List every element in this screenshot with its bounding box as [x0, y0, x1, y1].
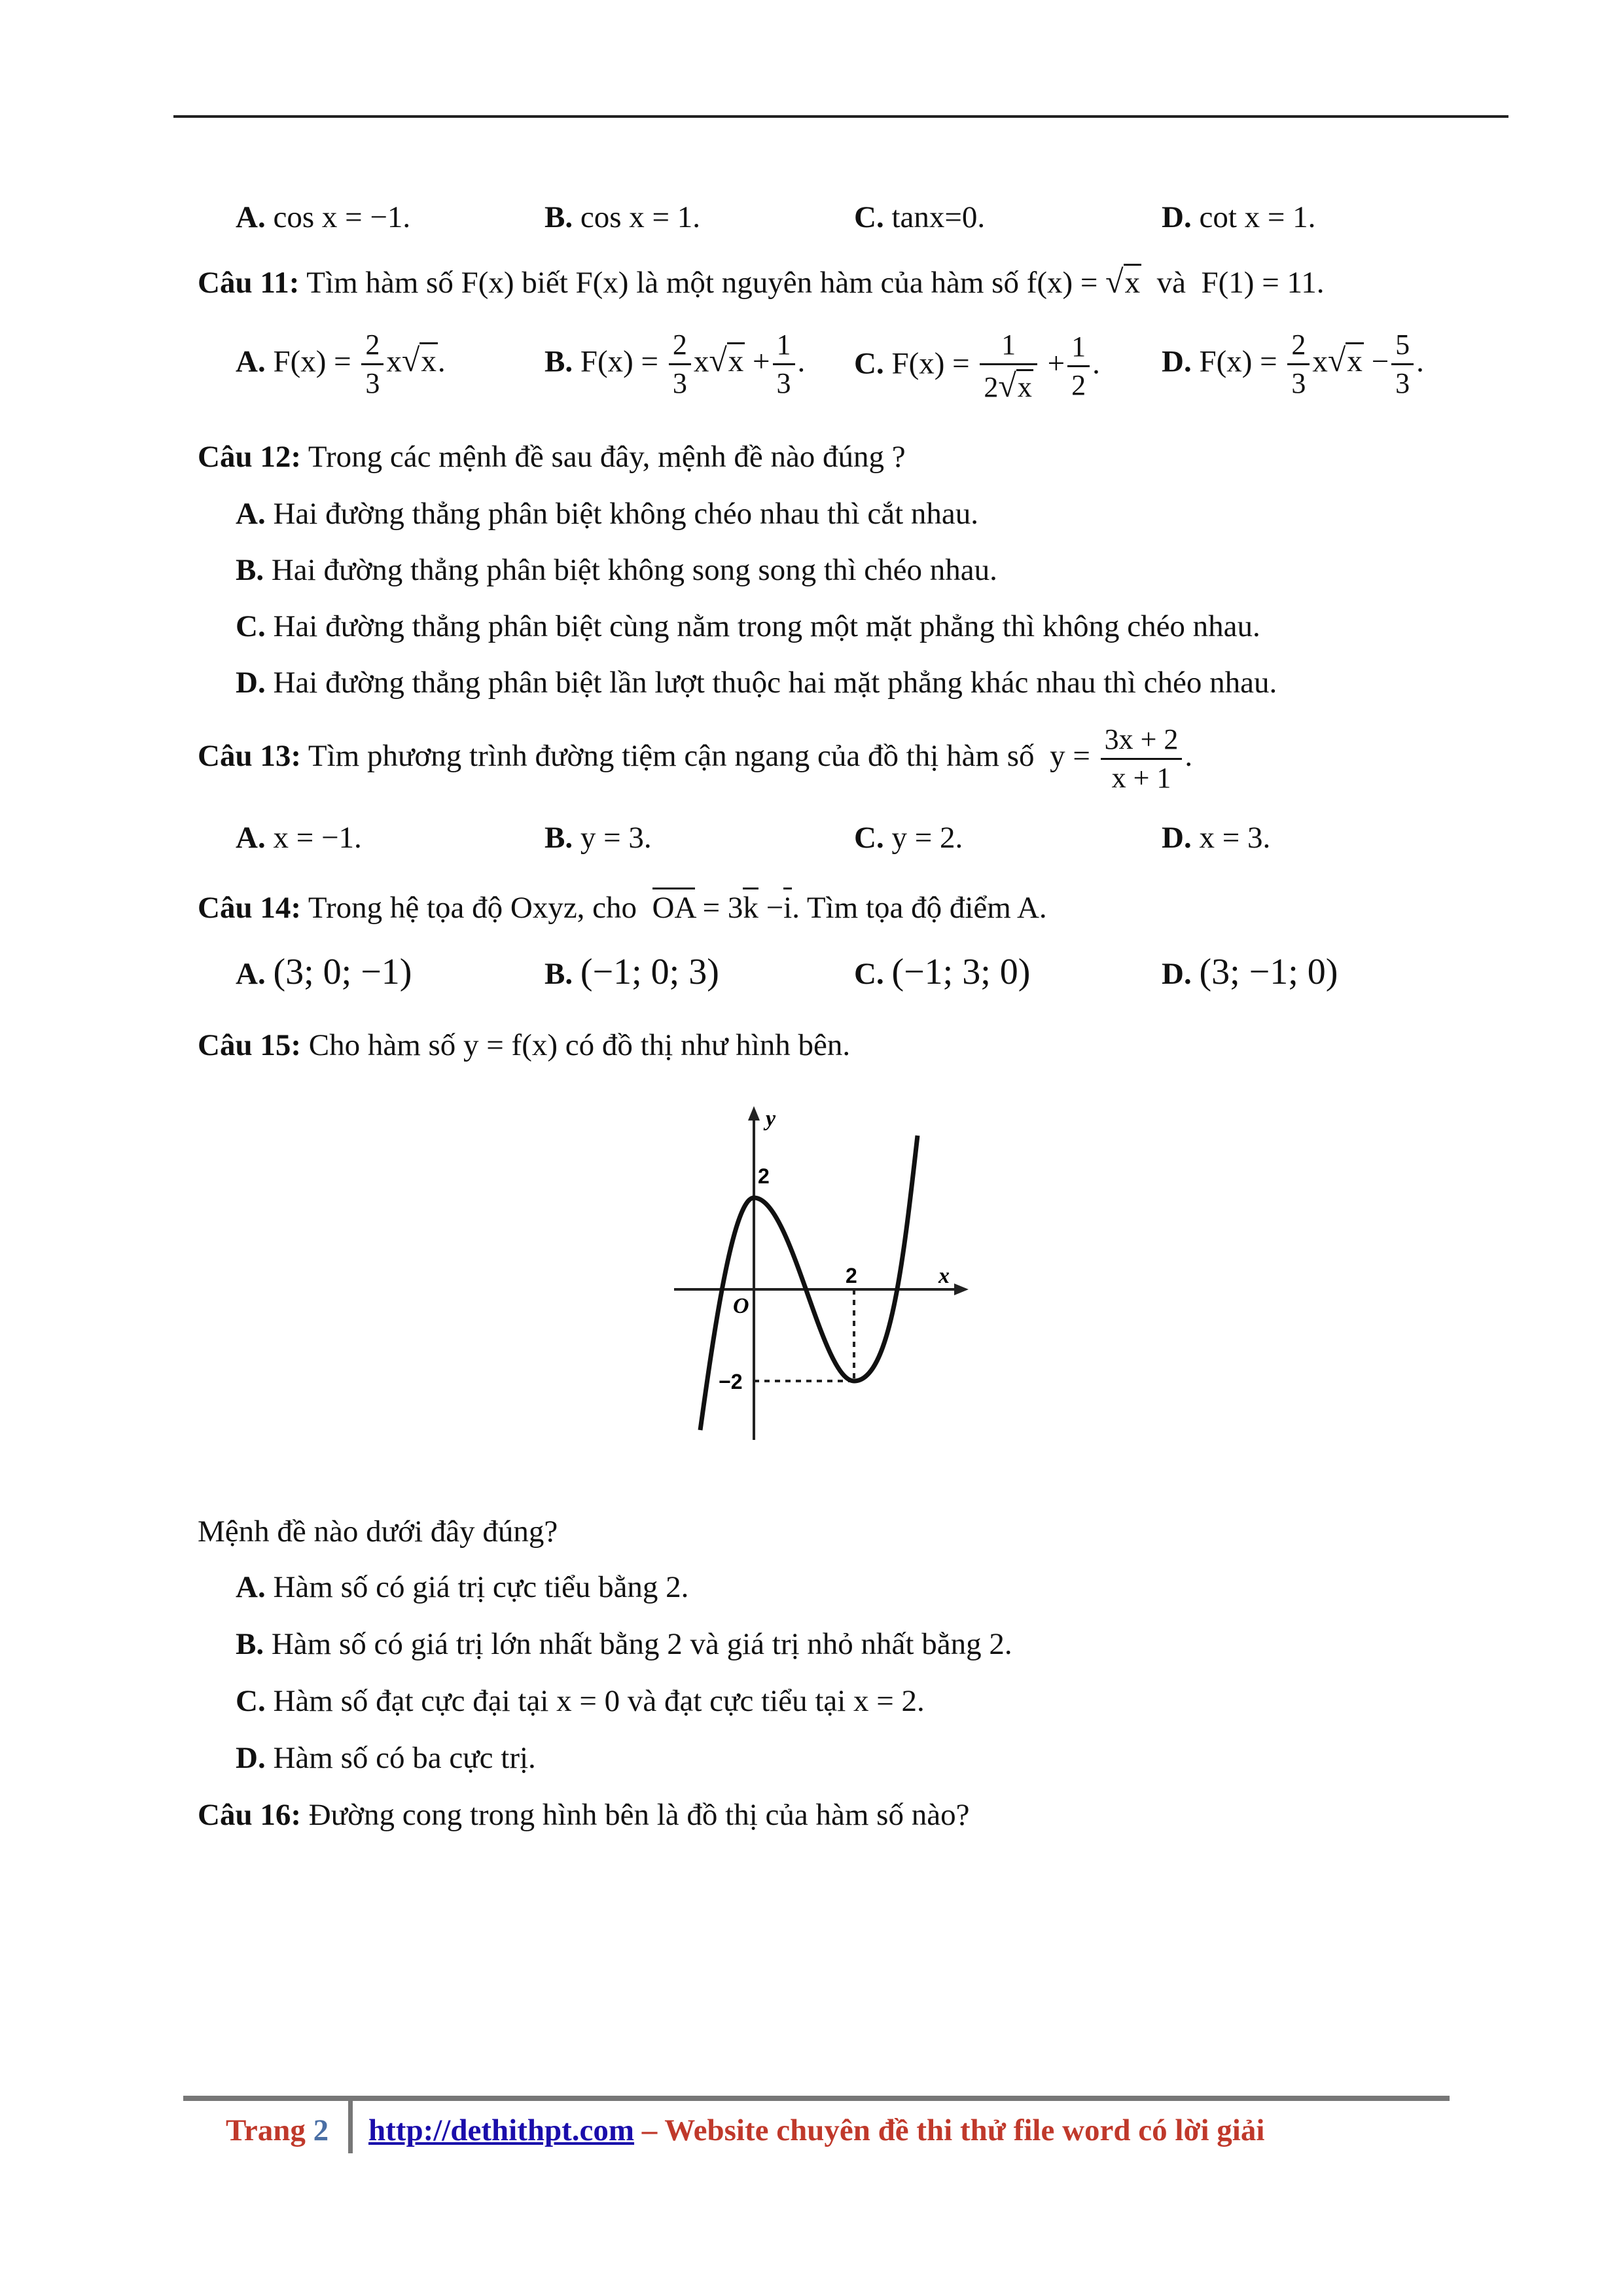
q16-stem: Câu 16: Đường cong trong hình bên là đồ thị của hàm số nào?	[198, 1798, 970, 1832]
footer-separator	[348, 2100, 353, 2153]
fraction: $\frac{2}{3}$	[669, 331, 691, 398]
q10-option-d[interactable]: D. cot x = 1.	[1162, 200, 1316, 234]
q14-option-d[interactable]: D. (3; −1; 0)	[1162, 952, 1338, 992]
q14-option-b[interactable]: B. (−1; 0; 3)	[544, 952, 719, 992]
vector-k: k	[743, 888, 758, 925]
q13-stem: Câu 13: Tìm phương trình đường tiệm cận ngang của đồ thị hàm số y = $\frac{3x + 2}{x + 1}$ .	[198, 723, 1193, 794]
q10-option-b[interactable]: B. cos x = 1.	[544, 200, 701, 234]
q15-option-b[interactable]: B. Hàm số có giá trị lớn nhất bằng 2 và giá trị nhỏ nhất bằng 2.	[236, 1627, 1012, 1661]
q12-option-a[interactable]: A. Hai đường thẳng phân biệt không chéo nhau thì cắt nhau.	[236, 497, 978, 531]
q12-option-c[interactable]: C. Hai đường thẳng phân biệt cùng nằm trong một mặt phẳng thì không chéo nhau.	[236, 609, 1260, 643]
q13-option-a[interactable]: A. x = −1.	[236, 821, 362, 855]
q11-option-d[interactable]: D. F(x) = $\frac{2}{3}$ x√x − $\frac{5}{3}$ .	[1162, 329, 1424, 399]
q13-option-d[interactable]: D. x = 3.	[1162, 821, 1271, 855]
page-number: Trang 2	[226, 2113, 329, 2147]
sqrt-symbol: √x	[1105, 263, 1141, 300]
x-min-label: 2	[846, 1264, 857, 1287]
fraction: $\frac{3x + 2}{x + 1}$	[1101, 725, 1183, 793]
q15-stem: Câu 15: Cho hàm số y = f(x) có đồ thị như hình bên.	[198, 1028, 851, 1062]
origin-label: O	[733, 1294, 749, 1318]
q13-option-b[interactable]: B. y = 3.	[544, 821, 652, 855]
q10-option-c[interactable]: C. tanx=0.	[854, 200, 986, 234]
q14-option-a[interactable]: A. (3; 0; −1)	[236, 952, 412, 992]
x-axis-label: x	[938, 1264, 950, 1288]
q15-option-a[interactable]: A. Hàm số có giá trị cực tiểu bằng 2.	[236, 1570, 689, 1604]
q12-stem: Câu 12: Trong các mệnh đề sau đây, mệnh đề nào đúng ?	[198, 440, 906, 474]
q15-function-graph	[661, 1100, 975, 1453]
q10-option-a[interactable]: A. cos x = −1.	[236, 200, 411, 234]
q15-option-c[interactable]: C. Hàm số đạt cực đại tại x = 0 và đạt cực tiểu tại x = 2.	[236, 1684, 925, 1718]
y-min-label: −2	[719, 1370, 743, 1393]
x-axis-arrow	[954, 1283, 969, 1295]
fraction: $\frac{2}{3}$	[361, 331, 383, 398]
header-rule	[173, 115, 1508, 118]
q12-option-d[interactable]: D. Hai đường thẳng phân biệt lần lượt thuộc hai mặt phẳng khác nhau thì chéo nhau.	[236, 666, 1277, 700]
q13-option-c[interactable]: C. y = 2.	[854, 821, 963, 855]
site-link[interactable]: http://dethithpt.com	[368, 2113, 635, 2147]
y-axis-arrow	[748, 1106, 760, 1121]
fraction: $\frac{5}{3}$	[1391, 331, 1414, 398]
vector-oa: OA	[652, 888, 695, 925]
q14-stem: Câu 14: Trong hệ tọa độ Oxyz, cho OA = 3k −i. Tìm tọa độ điểm A.	[198, 888, 1047, 927]
fraction: $\frac{2}{3}$	[1287, 331, 1310, 398]
q11-option-b[interactable]: B. F(x) = $\frac{2}{3}$ x√x + $\frac{1}{3}$ .	[544, 329, 806, 399]
q14-option-c[interactable]: C. (−1; 3; 0)	[854, 952, 1031, 992]
footer-site: http://dethithpt.com – Website chuyên đề thi thử file word có lời giải	[368, 2113, 1265, 2147]
y-max-label: 2	[758, 1164, 770, 1188]
q12-option-b[interactable]: B. Hai đường thẳng phân biệt không song song thì chéo nhau.	[236, 553, 997, 587]
q11-stem: Câu 11: Tìm hàm số F(x) biết F(x) là một nguyên hàm của hàm số f(x) = √x và F(1) = 11.	[198, 262, 1324, 302]
q11-option-a[interactable]: A. F(x) = $\frac{2}{3}$ x√x.	[236, 329, 446, 399]
footer-rule	[183, 2096, 1450, 2101]
q15-option-d[interactable]: D. Hàm số có ba cực trị.	[236, 1741, 536, 1775]
fraction: $\frac{1}{2√x}$	[980, 331, 1037, 402]
fraction: $\frac{1}{2}$	[1067, 332, 1090, 400]
q15-prompt: Mệnh đề nào dưới đây đúng?	[198, 1515, 558, 1549]
y-axis-label: y	[766, 1107, 776, 1131]
q11-option-c[interactable]: C. F(x) = $\frac{1}{2√x}$ + $\frac{1}{2}$ .	[854, 329, 1100, 404]
fraction: $\frac{1}{3}$	[773, 331, 795, 398]
vector-i: i	[783, 888, 792, 925]
